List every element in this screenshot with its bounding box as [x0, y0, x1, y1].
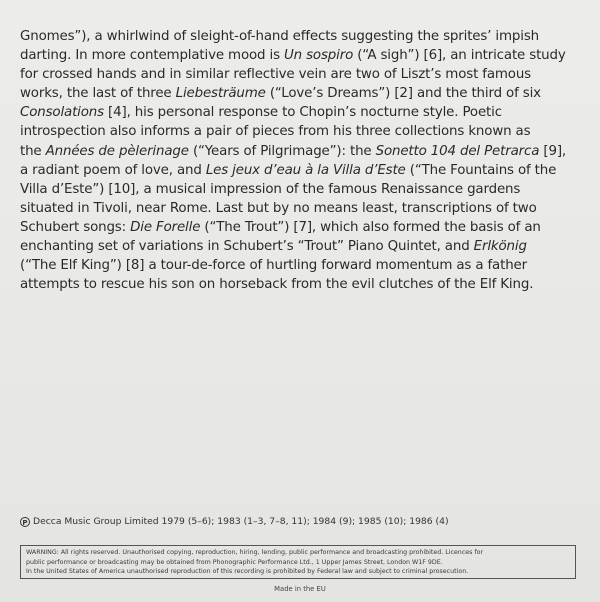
text-line: introspection also informs a pair of pieces from his three collections known as [20, 124, 531, 140]
text-line: darting. In more contemplative mood is Un sospiro (“A sigh”) [6], an intricate study [20, 48, 566, 64]
text-line: Consolations [4], his personal response to Chopin’s nocturne style. Poetic [20, 105, 502, 121]
copyright-notice [20, 516, 580, 528]
text-line: works, the last of three Liebesträume (“Love’s Dreams”) [2] and the third of six [20, 86, 541, 102]
text-line: enchanting set of variations in Schubert’s “Trout” Piano Quintet, and Erlkönig [20, 239, 527, 255]
text-line: Gnomes”), a whirlwind of sleight-of-hand effects suggesting the sprites’ impish [20, 29, 539, 44]
warning-line: In the United States of America unauthorised reproduction of this recording is prohibited by Federal law and subject to criminal prosecution. [26, 568, 469, 576]
warning-box [20, 545, 576, 579]
text-line: Villa d’Este”) [10], a musical impression of the famous Renaissance gardens [20, 181, 521, 197]
text-line: Schubert songs: Die Forelle (“The Trout”) [7], which also formed the basis of an [20, 219, 541, 235]
phonogram-copyright-icon: P [20, 517, 30, 527]
warning-line: WARNING: All rights reserved. Unauthorised copying, reproduction, hiring, lending, public performance and broadcasting prohibited. Licences for [26, 549, 484, 556]
liner-notes-body [20, 27, 580, 294]
text-line: situated in Tivoli, near Rome. Last but by no means least, transcriptions of two [20, 200, 537, 216]
text-line: (“The Elf King”) [8] a tour-de-force of hurtling forward momentum as a father [20, 258, 527, 274]
text-line: a radiant poem of love, and Les jeux d’eau à la Villa d’Este (“The Fountains of the [20, 162, 557, 178]
text-line: the Années de pèlerinage (“Years of Pilgrimage”): the Sonetto 104 del Petrarca [9], [20, 143, 566, 159]
made-in-label: Made in the EU [274, 585, 326, 593]
warning-line: public performance or broadcasting may be obtained from Phonographic Performance Ltd., 1 Upper James Street, London W1F 9DE. [26, 558, 443, 566]
text-line: for crossed hands and in similar reflective vein are two of Liszt’s most famous [20, 67, 531, 83]
text-line: attempts to rescue his son on horseback from the evil clutches of the Elf King. [20, 277, 534, 293]
copyright-text: Decca Music Group Limited 1979 (5–6); 1983 (1–3, 7–8, 11); 1984 (9); 1985 (10); 1986 (4) [33, 516, 449, 527]
